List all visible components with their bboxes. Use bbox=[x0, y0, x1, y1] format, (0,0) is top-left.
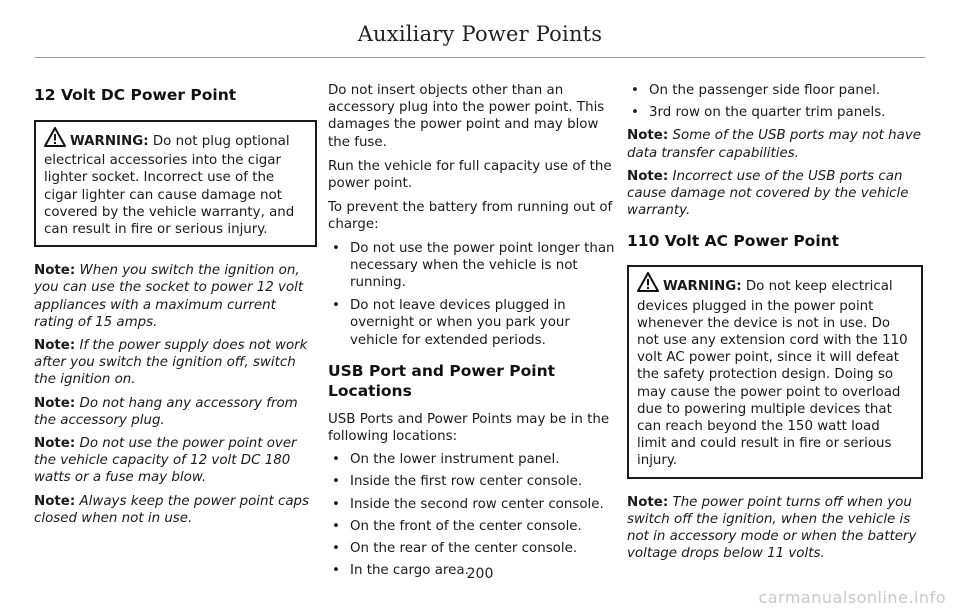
section-heading-110v: 110 Volt AC Power Point bbox=[627, 232, 840, 251]
column-1 bbox=[34, 82, 317, 527]
warning-label: WARNING: bbox=[70, 134, 149, 149]
list-item: • Inside the second row center console. bbox=[328, 496, 620, 513]
note-paragraph: Note: Incorrect use of the USB ports can cause damage not covered by the vehicle warranty. bbox=[627, 168, 909, 219]
list-item: • On the front of the center console. bbox=[328, 518, 620, 535]
body-paragraph: Run the vehicle for full capacity use of the power point. bbox=[328, 158, 612, 192]
note-paragraph: Note: When you switch the ignition on, you can use the socket to power 12 volt appliances with a maximum current rating of 15 amps. bbox=[34, 263, 304, 330]
header-divider bbox=[35, 57, 925, 58]
list-item: • On the lower instrument panel. bbox=[328, 451, 620, 468]
note-paragraph: Note: Some of the USB ports may not have data transfer capabilities. bbox=[627, 128, 922, 161]
list-item: • Do not use the power point longer than necessary when the vehicle is not running. bbox=[328, 240, 620, 292]
watermark: carmanualsonline.info bbox=[758, 588, 946, 607]
warning-label: WARNING: bbox=[663, 279, 742, 295]
list-item: • Do not leave devices plugged in overnight or when you park your vehicle for extended periods. bbox=[328, 297, 620, 349]
page-header bbox=[0, 0, 960, 58]
warning-triangle-icon bbox=[637, 272, 659, 297]
column-2 bbox=[328, 82, 620, 579]
body-paragraph: To prevent the battery from running out of charge: bbox=[328, 200, 613, 233]
page-number: 200 bbox=[466, 566, 494, 582]
section-heading-12v: 12 Volt DC Power Point bbox=[34, 86, 237, 104]
body-paragraph: USB Ports and Power Points may be in the following locations: bbox=[328, 411, 610, 445]
note-paragraph: Note: The power point turns off when you switch off the ignition, when the vehicle is not in accessory mode or when the battery voltage drops below 11 volts. bbox=[627, 494, 917, 562]
locations-list bbox=[328, 451, 620, 579]
warning-text: Do not keep electrical devices plugged in the power point whenever the device is not in use. Do not use any extension cord with the 110 volt AC power point, since it will defeat the safety protection design. Doing so may cause the power point to overload due to powering multiple devices that can reach beyond the 150 watt load limit and could result in fire or serious injury. bbox=[637, 279, 908, 469]
page-title: Auxiliary Power Points bbox=[357, 22, 603, 46]
note-paragraph: Note: Always keep the power point caps closed when not in use. bbox=[34, 493, 310, 526]
note-paragraph: Note: If the power supply does not work after you switch the ignition off, switch the ignition on. bbox=[34, 338, 308, 388]
list-item: • On the rear of the center console. bbox=[328, 540, 620, 557]
locations-list-continued bbox=[627, 82, 923, 121]
column-3 bbox=[627, 82, 923, 562]
list-item: • Inside the first row center console. bbox=[328, 473, 620, 490]
battery-tips-list bbox=[328, 240, 620, 349]
list-item: • 3rd row on the quarter trim panels. bbox=[627, 104, 923, 121]
list-item: • On the passenger side floor panel. bbox=[627, 82, 923, 99]
note-paragraph: Note: Do not use the power point over the vehicle capacity of 12 volt DC 180 watts or a fuse may blow. bbox=[34, 436, 297, 486]
warning-box-110v bbox=[627, 265, 923, 478]
body-paragraph: Do not insert objects other than an accessory plug into the power point. This damages the power point and may blow the fuse. bbox=[328, 83, 605, 150]
warning-text: Do not plug optional electrical accessories into the cigar lighter socket. Incorrect use of the cigar lighter can cause damage not covered by the vehicle warranty, and can result in fire or serious injury. bbox=[44, 134, 295, 238]
list-item: • In the cargo area. bbox=[328, 562, 620, 579]
section-heading-usb: USB Port and Power Point Locations bbox=[328, 361, 556, 400]
note-paragraph: Note: Do not hang any accessory from the accessory plug. bbox=[34, 395, 298, 428]
warning-triangle-icon bbox=[44, 127, 66, 152]
warning-box-12v bbox=[34, 120, 317, 247]
